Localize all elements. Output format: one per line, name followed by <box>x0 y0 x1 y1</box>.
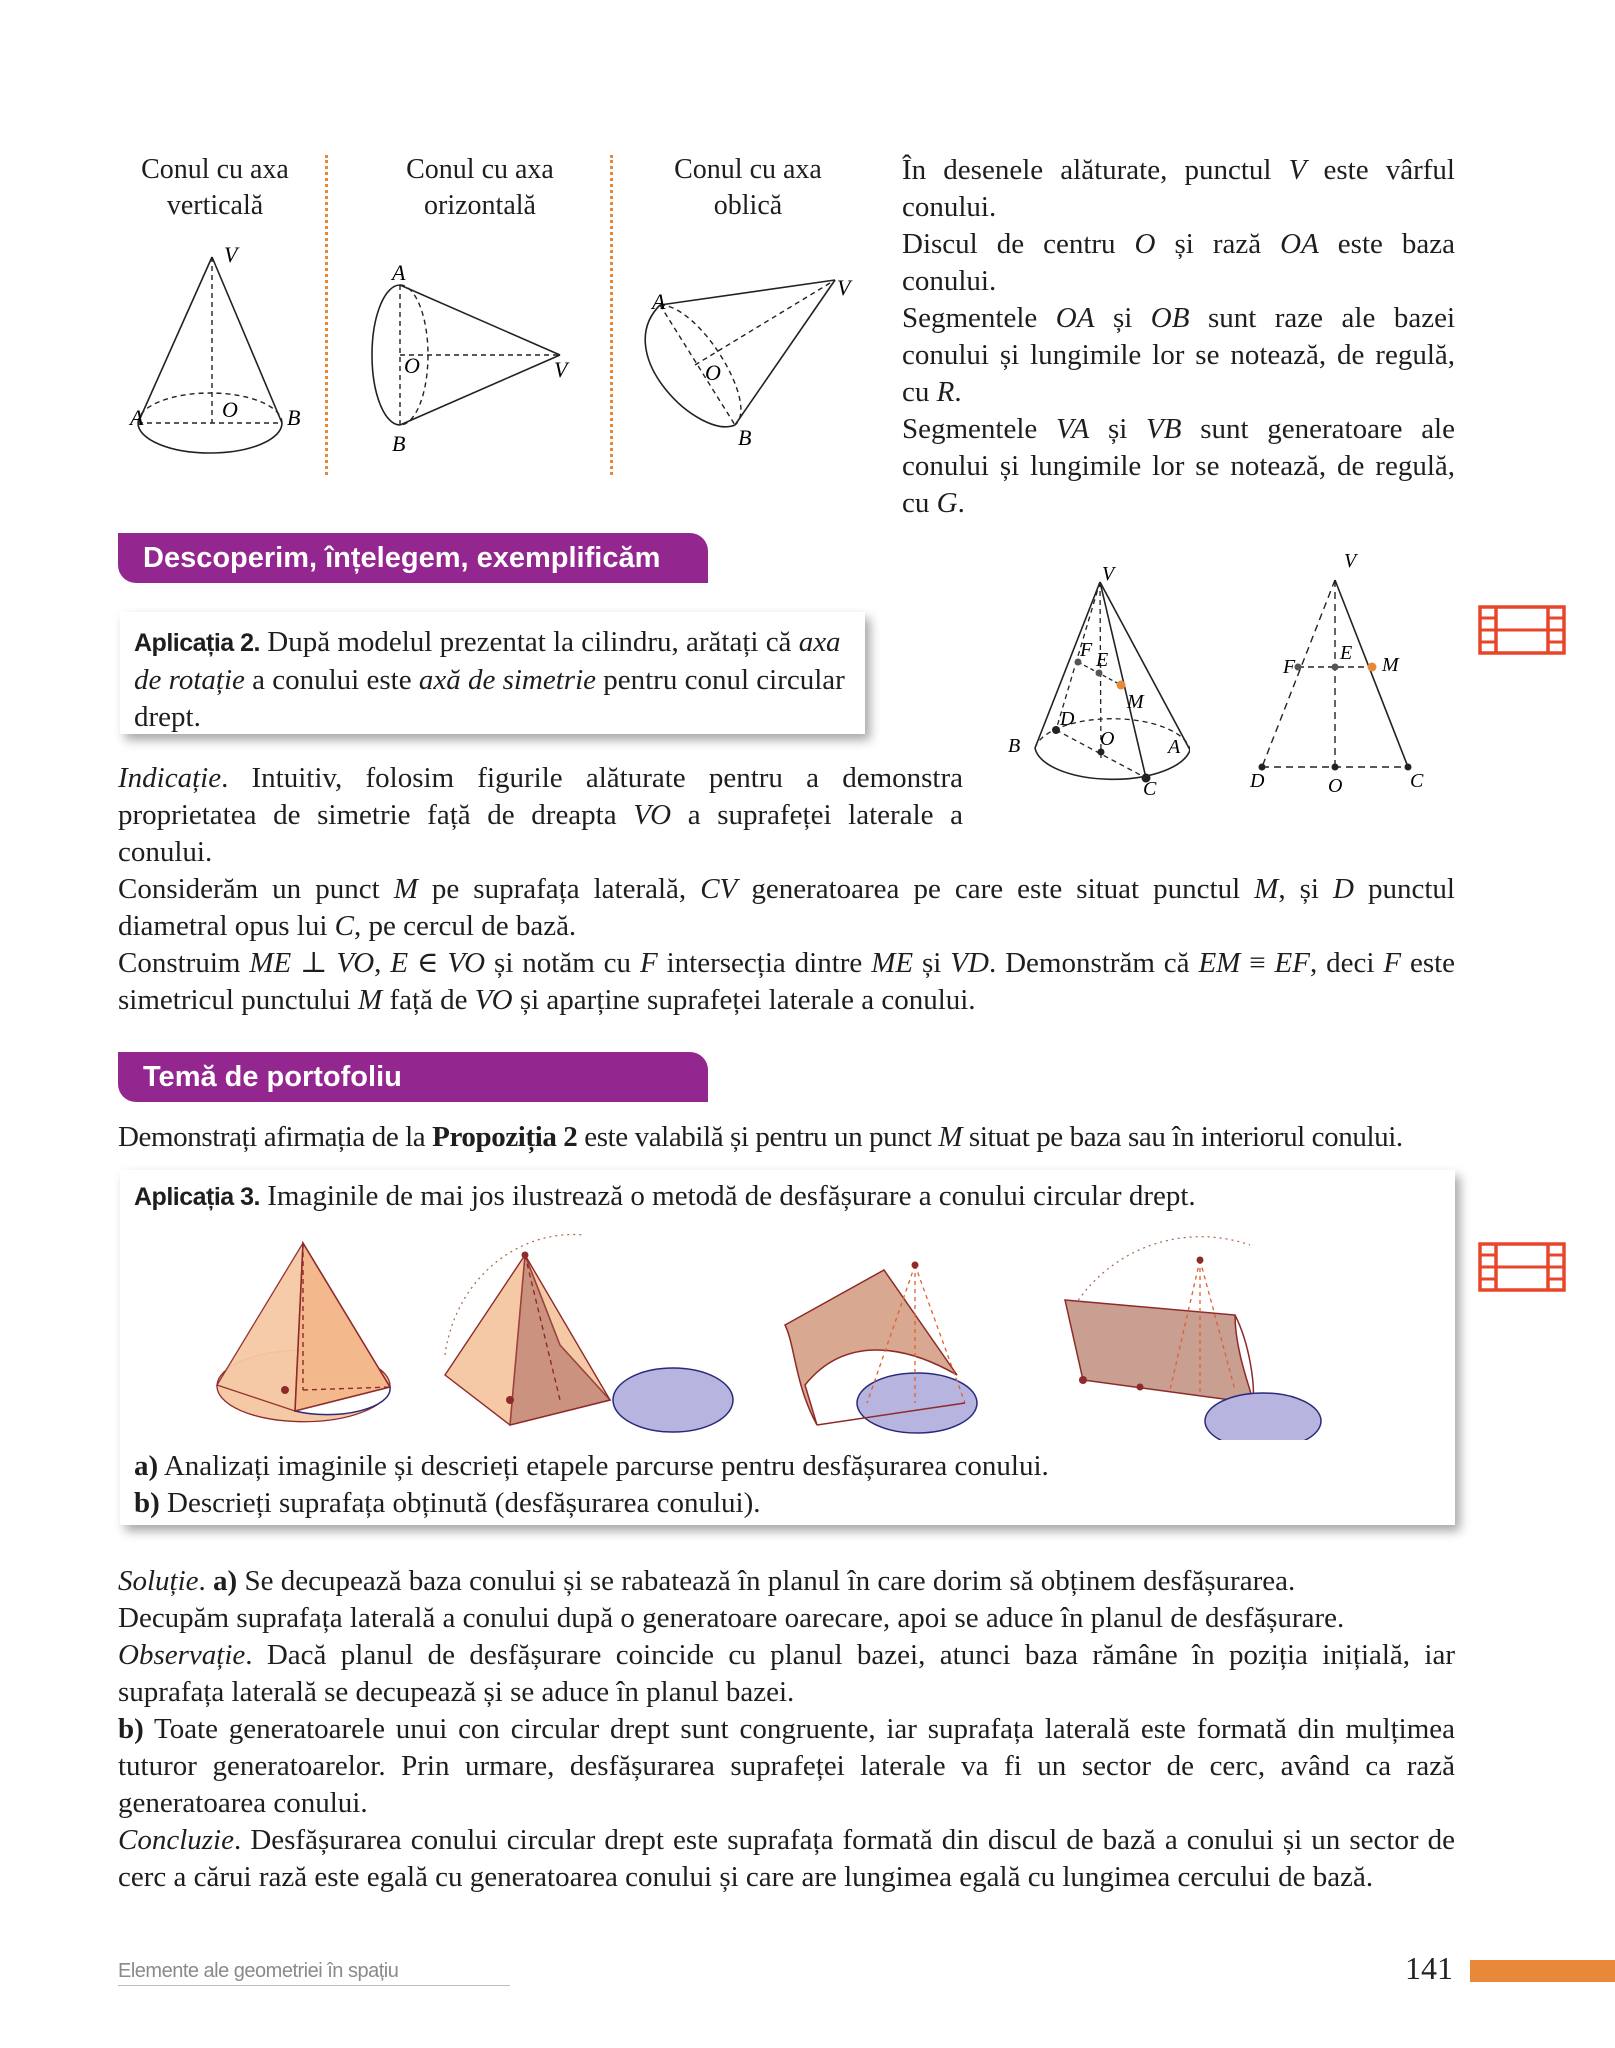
svg-text:F: F <box>1080 639 1093 661</box>
cone-description: În desenele alăturate, punctul V este vârful conului. Discul de centru O și rază OA este baza conului. Segmentele OA și OB sunt raze ale bazei conului și lungimile lor se notează, de regulă, cu R. Segmentele VA și VB sunt generatoare ale conului și lungimile lor se notează, de regulă, cu G. <box>902 154 1455 519</box>
svg-text:V: V <box>1102 563 1115 585</box>
svg-text:V: V <box>554 357 568 382</box>
svg-text:E: E <box>1096 649 1109 671</box>
cone-caption-oblique: Conul cu axa oblică <box>674 154 822 221</box>
svg-text:A: A <box>392 260 406 285</box>
svg-text:V: V <box>837 275 851 300</box>
development-stage-1 <box>217 1243 390 1422</box>
horizontal-cone-figure <box>350 255 600 455</box>
svg-text:E: E <box>1340 642 1353 664</box>
chapter-title: Elemente ale geometriei în spațiu <box>118 1960 510 1986</box>
label-O: O <box>222 397 238 422</box>
svg-text:B: B <box>1008 735 1021 757</box>
label-V: V <box>224 242 238 267</box>
svg-text:O: O <box>705 360 721 385</box>
solution-text: Soluție. a) Se decupează baza conului și se rabatează în planul în care dorim să obținem desfășurarea. Decupăm suprafața laterală a conului după o generatoare oarecare, apoi se aduce în planul de desfășurare. Observație. Dacă planul de desfășurare coincide cu planul bazei, atunci baza rămâne în poziția inițială, iar suprafața laterală se decupează și se aduce în planul bazei. b) Toate generatoarele unui con circular drept sunt congruente, iar suprafața laterală este formată din mulțimea tuturor generatoarelor. Prin urmare, desfășurarea suprafeței laterale va fi un sector de cerc, având ca rază generatoarea conului. Concluzie. Desfășurarea conului circular drept este suprafața formată din discul de bază a conului și un sector de cerc a cărui rază este egală cu generatoarea conului și care are lungimea egală cu lungimea cercului de bază. <box>118 1565 1455 1893</box>
svg-text:D: D <box>1250 770 1265 792</box>
cone-development-figures <box>205 1225 1375 1440</box>
film-icon[interactable] <box>1478 1242 1566 1292</box>
svg-text:C: C <box>1143 778 1157 800</box>
symmetry-section-figure <box>1240 545 1440 800</box>
symmetry-cone-figure <box>990 560 1190 800</box>
svg-text:F: F <box>1283 656 1296 678</box>
vertical-cone-figure <box>120 235 330 465</box>
label-B: B <box>287 405 301 430</box>
dotted-separator <box>610 155 613 475</box>
development-stage-4 <box>1065 1237 1321 1440</box>
svg-text:O: O <box>404 353 420 378</box>
application-label: Aplicația 3. <box>134 1183 260 1211</box>
development-stage-2 <box>445 1234 733 1432</box>
cone-caption-horizontal: Conul cu axa orizontală <box>406 154 554 221</box>
application-label: Aplicația 2. <box>134 629 260 657</box>
indication-paragraph: Indicație. Intuitiv, folosim figurile alăturate pentru a demonstra proprietatea de simetrie față de dreapta VO a suprafeței laterale a conului. <box>118 762 964 868</box>
application-3-box: Aplicația 3. Imaginile de mai jos ilustrează o metodă de desfășurare a conului circular drept. a) Analizați imaginile și descrieți etapele parcurse pentru desfășurarea conului. b) Descrieți suprafața obținută (desfășurarea conului). <box>120 1170 1455 1525</box>
svg-text:C: C <box>1410 770 1424 792</box>
svg-text:O: O <box>1328 775 1343 797</box>
film-icon[interactable] <box>1478 605 1566 655</box>
proof-paragraph: Considerăm un punct M pe suprafața laterală, CV generatoarea pe care este situat punctul M, și D punctul diametral opus lui C, pe cercul de bază. Construim ME ⊥ VO, E ∈ VO și notăm cu F intersecția dintre ME și VD. Demonstrăm că EM ≡ EF, deci F este simetricul punctului M față de VO și aparține suprafeței laterale a conului. <box>118 873 1456 1016</box>
svg-text:M: M <box>1382 654 1399 676</box>
oblique-cone-figure <box>640 265 870 455</box>
svg-text:V: V <box>1344 550 1357 572</box>
section-banner: Temă de portofoliu <box>118 1052 708 1102</box>
svg-text:O: O <box>1100 728 1115 750</box>
svg-text:B: B <box>738 425 752 450</box>
label-A: A <box>130 405 144 430</box>
svg-text:A: A <box>1168 736 1181 758</box>
svg-text:D: D <box>1060 708 1075 730</box>
development-stage-3 <box>785 1262 977 1434</box>
svg-text:B: B <box>392 431 406 455</box>
application-2-box: Aplicația 2. După modelul prezentat la cilindru, arătați că axa de rotație a conului este axă de simetrie pentru conul circular drept. <box>120 612 865 734</box>
page-accent-bar <box>1470 1960 1615 1982</box>
svg-text:M: M <box>1127 691 1144 713</box>
svg-text:A: A <box>652 289 666 314</box>
cone-caption-vertical: Conul cu axa verticală <box>141 154 289 221</box>
portfolio-task: Demonstrați afirmația de la Propoziția 2 este valabilă și pentru un punct M situat pe baza sau în interiorul conului. <box>118 1121 1403 1153</box>
section-banner: Descoperim, înțelegem, exemplificăm <box>118 533 708 583</box>
page-number: 141 <box>1405 1950 1453 1986</box>
